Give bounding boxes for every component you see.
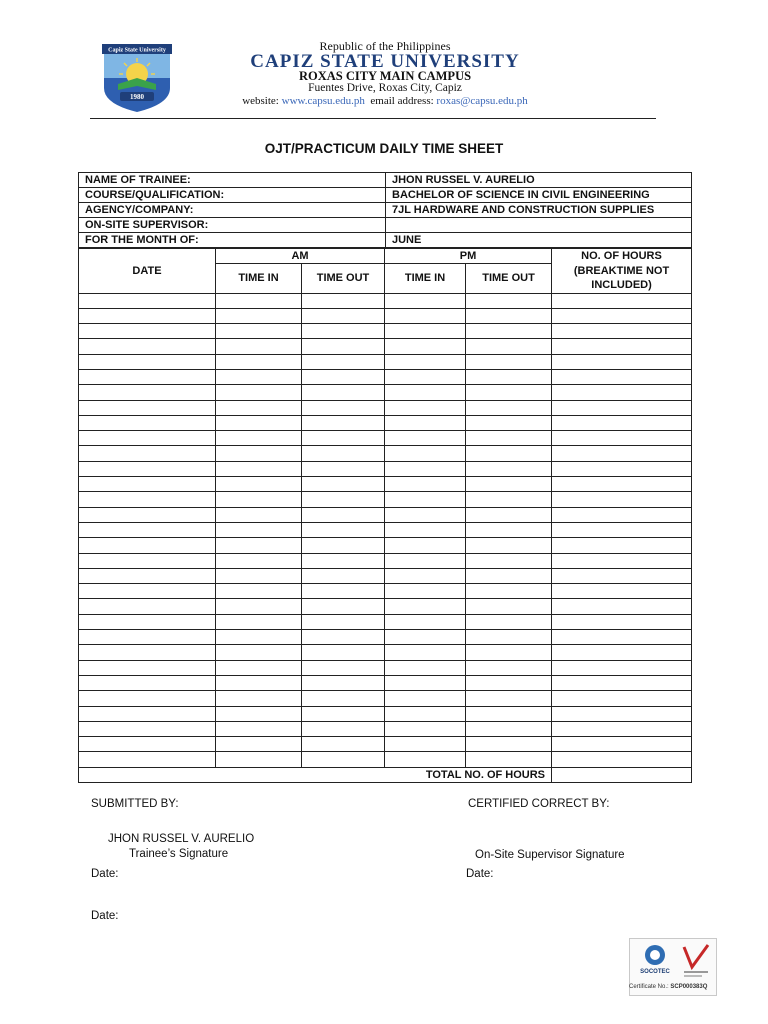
table-row — [79, 492, 692, 507]
info-value[interactable]: BACHELOR OF SCIENCE IN CIVIL ENGINEERING — [386, 188, 692, 203]
hours-cell[interactable] — [552, 538, 692, 553]
info-label: AGENCY/COMPANY: — [79, 203, 386, 218]
table-row — [79, 400, 692, 415]
info-value[interactable] — [386, 218, 692, 233]
am-time-out-cell[interactable] — [302, 553, 385, 568]
am-time-out-cell[interactable] — [302, 737, 385, 752]
am-time-out-cell[interactable] — [302, 568, 385, 583]
socotec-logo — [633, 941, 677, 981]
pm-time-in-cell[interactable] — [385, 645, 466, 660]
trainee-info-table — [78, 172, 692, 248]
hours-cell[interactable] — [552, 721, 692, 736]
table-row — [79, 446, 692, 461]
date-cell[interactable] — [79, 706, 216, 721]
hours-cell[interactable] — [552, 293, 692, 308]
table-row — [79, 354, 692, 369]
am-time-out-cell[interactable] — [302, 538, 385, 553]
table-row — [79, 614, 692, 629]
am-time-out-cell[interactable] — [302, 400, 385, 415]
hours-cell[interactable] — [552, 339, 692, 354]
jab-accreditation-logo — [680, 941, 712, 981]
am-time-out-cell[interactable] — [302, 752, 385, 767]
pm-time-in-cell[interactable] — [385, 461, 466, 476]
pm-time-in-cell[interactable] — [385, 614, 466, 629]
pm-time-out-cell[interactable] — [466, 507, 552, 522]
info-value[interactable]: JHON RUSSEL V. AURELIO — [386, 173, 692, 188]
am-time-out-cell[interactable] — [302, 614, 385, 629]
date-cell[interactable] — [79, 614, 216, 629]
pm-time-in-cell[interactable] — [385, 599, 466, 614]
pm-time-in-cell[interactable] — [385, 675, 466, 690]
date-cell[interactable] — [79, 385, 216, 400]
pm-time-in-cell[interactable] — [385, 308, 466, 323]
header-campus: ROXAS CITY MAIN CAMPUS — [298, 69, 472, 83]
am-time-out-cell[interactable] — [302, 446, 385, 461]
am-time-out-cell[interactable] — [302, 675, 385, 690]
pm-time-in-cell[interactable] — [385, 706, 466, 721]
date-cell[interactable] — [79, 492, 216, 507]
date-cell[interactable] — [79, 752, 216, 767]
pm-time-out-cell[interactable] — [466, 354, 552, 369]
date-cell[interactable] — [79, 538, 216, 553]
hours-cell[interactable] — [552, 324, 692, 339]
info-label: ON-SITE SUPERVISOR: — [79, 218, 386, 233]
pm-time-out-cell[interactable] — [466, 752, 552, 767]
certified-by-label: CERTIFIED CORRECT BY: — [468, 798, 610, 810]
pm-time-out-cell[interactable] — [466, 721, 552, 736]
email-label: email address: — [370, 95, 434, 107]
pm-time-out-cell[interactable] — [466, 339, 552, 354]
website-link[interactable]: www.capsu.edu.ph — [281, 95, 365, 107]
trainee-name: JHON RUSSEL V. AURELIO — [108, 833, 255, 845]
am-time-in-cell[interactable] — [216, 737, 302, 752]
pm-time-out-cell[interactable] — [466, 584, 552, 599]
info-row — [79, 218, 692, 233]
am-time-in-cell[interactable] — [216, 553, 302, 568]
hours-cell[interactable] — [552, 369, 692, 384]
table-row — [79, 706, 692, 721]
am-time-in-cell[interactable] — [216, 293, 302, 308]
document-title: OJT/PRACTICUM DAILY TIME SHEET — [264, 141, 504, 156]
total-row-spacer — [79, 767, 385, 782]
date-cell[interactable] — [79, 293, 216, 308]
am-column-header: AM — [216, 249, 385, 264]
email-link[interactable]: roxas@capsu.edu.ph — [436, 95, 528, 107]
hours-cell[interactable] — [552, 492, 692, 507]
pm-time-in-cell[interactable] — [385, 752, 466, 767]
am-time-out-cell[interactable] — [302, 369, 385, 384]
am-time-out-cell[interactable] — [302, 492, 385, 507]
hours-cell[interactable] — [552, 660, 692, 675]
am-time-in-cell[interactable] — [216, 492, 302, 507]
info-label: COURSE/QUALIFICATION: — [79, 188, 386, 203]
am-time-in-cell[interactable] — [216, 400, 302, 415]
am-time-in-cell[interactable] — [216, 568, 302, 583]
am-time-in-cell[interactable] — [216, 721, 302, 736]
am-time-out-cell[interactable] — [302, 507, 385, 522]
table-row — [79, 630, 692, 645]
info-label: NAME OF TRAINEE: — [79, 173, 386, 188]
pm-time-out-cell[interactable] — [466, 324, 552, 339]
pm-time-out-cell[interactable] — [466, 645, 552, 660]
header-address: Fuentes Drive, Roxas City, Capiz — [308, 82, 462, 94]
am-time-in-cell[interactable] — [216, 752, 302, 767]
info-row — [79, 233, 692, 248]
total-row — [79, 767, 692, 782]
pm-time-in-cell[interactable] — [385, 630, 466, 645]
am-time-in-cell[interactable] — [216, 415, 302, 430]
am-time-out-cell[interactable] — [302, 630, 385, 645]
pm-time-in-cell[interactable] — [385, 477, 466, 492]
am-time-in-cell[interactable] — [216, 660, 302, 675]
hours-cell[interactable] — [552, 446, 692, 461]
total-hours-label: TOTAL NO. OF HOURS — [385, 767, 552, 782]
date-cell[interactable] — [79, 599, 216, 614]
pm-time-out-cell[interactable] — [466, 675, 552, 690]
am-time-out-cell[interactable] — [302, 584, 385, 599]
am-time-out-cell[interactable] — [302, 324, 385, 339]
hours-cell[interactable] — [552, 568, 692, 583]
hours-cell[interactable] — [552, 354, 692, 369]
am-time-out-cell[interactable] — [302, 293, 385, 308]
pm-time-out-cell[interactable] — [466, 369, 552, 384]
pm-time-in-cell[interactable] — [385, 492, 466, 507]
am-time-in-cell[interactable] — [216, 522, 302, 537]
am-time-in-cell[interactable] — [216, 675, 302, 690]
date-cell[interactable] — [79, 339, 216, 354]
am-time-in-cell[interactable] — [216, 339, 302, 354]
hours-cell[interactable] — [552, 691, 692, 706]
date-cell[interactable] — [79, 431, 216, 446]
header-university-name: CAPIZ STATE UNIVERSITY — [250, 51, 520, 72]
pm-time-in-cell[interactable] — [385, 507, 466, 522]
am-time-in-cell[interactable] — [216, 630, 302, 645]
am-time-out-cell[interactable] — [302, 660, 385, 675]
second-date-label: Date: — [91, 910, 119, 922]
pm-time-out-cell[interactable] — [466, 660, 552, 675]
table-row — [79, 599, 692, 614]
date-column-header: DATE — [79, 249, 216, 294]
logo-text: Capiz State University — [108, 47, 166, 54]
table-row — [79, 538, 692, 553]
pm-time-in-cell[interactable] — [385, 324, 466, 339]
hours-cell[interactable] — [552, 477, 692, 492]
pm-time-out-cell[interactable] — [466, 614, 552, 629]
am-time-out-cell[interactable] — [302, 645, 385, 660]
supervisor-signature-label: On-Site Supervisor Signature — [475, 849, 625, 861]
am-time-in-cell[interactable] — [216, 691, 302, 706]
date-cell[interactable] — [79, 400, 216, 415]
date-cell[interactable] — [79, 522, 216, 537]
am-time-in-cell[interactable] — [216, 369, 302, 384]
hours-cell[interactable] — [552, 584, 692, 599]
table-row — [79, 645, 692, 660]
pm-time-out-cell[interactable] — [466, 400, 552, 415]
am-time-out-cell[interactable] — [302, 477, 385, 492]
pm-time-out-cell[interactable] — [466, 446, 552, 461]
am-time-out-cell[interactable] — [302, 706, 385, 721]
table-row — [79, 369, 692, 384]
supervisor-date-label: Date: — [466, 868, 494, 880]
hours-column-header: NO. OF HOURS (BREAKTIME NOT INCLUDED) — [552, 249, 692, 294]
am-time-out-header: TIME OUT — [302, 264, 385, 293]
pm-time-out-cell[interactable] — [466, 706, 552, 721]
table-row — [79, 293, 692, 308]
header-contact — [200, 95, 570, 107]
am-time-out-cell[interactable] — [302, 308, 385, 323]
date-cell[interactable] — [79, 461, 216, 476]
am-time-in-cell[interactable] — [216, 507, 302, 522]
table-row — [79, 568, 692, 583]
am-time-out-cell[interactable] — [302, 461, 385, 476]
hours-cell[interactable] — [552, 522, 692, 537]
date-cell[interactable] — [79, 721, 216, 736]
am-time-in-cell[interactable] — [216, 477, 302, 492]
date-cell[interactable] — [79, 446, 216, 461]
am-time-in-cell[interactable] — [216, 461, 302, 476]
am-time-in-cell[interactable] — [216, 584, 302, 599]
am-time-out-cell[interactable] — [302, 522, 385, 537]
table-row — [79, 522, 692, 537]
am-time-out-cell[interactable] — [302, 721, 385, 736]
am-time-in-cell[interactable] — [216, 385, 302, 400]
pm-time-in-cell[interactable] — [385, 721, 466, 736]
hours-cell[interactable] — [552, 507, 692, 522]
date-cell[interactable] — [79, 691, 216, 706]
hours-cell[interactable] — [552, 645, 692, 660]
pm-time-in-cell[interactable] — [385, 385, 466, 400]
hours-cell[interactable] — [552, 461, 692, 476]
hours-cell[interactable] — [552, 553, 692, 568]
am-time-out-cell[interactable] — [302, 431, 385, 446]
header-divider — [90, 118, 656, 119]
am-time-in-cell[interactable] — [216, 538, 302, 553]
table-row — [79, 415, 692, 430]
hours-cell[interactable] — [552, 599, 692, 614]
hours-cell[interactable] — [552, 385, 692, 400]
pm-column-header: PM — [385, 249, 552, 264]
pm-time-in-cell[interactable] — [385, 660, 466, 675]
hours-cell[interactable] — [552, 400, 692, 415]
pm-time-out-cell[interactable] — [466, 308, 552, 323]
hours-cell[interactable] — [552, 308, 692, 323]
pm-time-out-header: TIME OUT — [466, 264, 552, 293]
date-cell[interactable] — [79, 737, 216, 752]
am-time-in-header: TIME IN — [216, 264, 302, 293]
date-cell[interactable] — [79, 568, 216, 583]
time-sheet-table — [78, 248, 692, 783]
pm-time-out-cell[interactable] — [466, 553, 552, 568]
table-row — [79, 507, 692, 522]
pm-time-in-cell[interactable] — [385, 431, 466, 446]
am-time-in-cell[interactable] — [216, 599, 302, 614]
date-cell[interactable] — [79, 354, 216, 369]
pm-time-in-cell[interactable] — [385, 553, 466, 568]
date-cell[interactable] — [79, 584, 216, 599]
socotec-text: SOCOTEC — [640, 969, 670, 975]
trainee-signature-label: Trainee’s Signature — [129, 848, 229, 860]
pm-time-in-cell[interactable] — [385, 293, 466, 308]
am-time-in-cell[interactable] — [216, 446, 302, 461]
date-cell[interactable] — [79, 553, 216, 568]
logo-year: 1980 — [130, 93, 144, 101]
pm-time-in-cell[interactable] — [385, 339, 466, 354]
date-cell[interactable] — [79, 645, 216, 660]
date-cell[interactable] — [79, 369, 216, 384]
am-time-in-cell[interactable] — [216, 324, 302, 339]
hours-cell[interactable] — [552, 431, 692, 446]
date-cell[interactable] — [79, 660, 216, 675]
pm-time-out-cell[interactable] — [466, 385, 552, 400]
info-label: FOR THE MONTH OF: — [79, 233, 386, 248]
pm-time-in-cell[interactable] — [385, 369, 466, 384]
university-logo — [100, 40, 174, 114]
table-row — [79, 461, 692, 476]
pm-time-in-cell[interactable] — [385, 737, 466, 752]
pm-time-in-cell[interactable] — [385, 415, 466, 430]
table-row — [79, 339, 692, 354]
info-row — [79, 203, 692, 218]
am-time-out-cell[interactable] — [302, 691, 385, 706]
am-time-out-cell[interactable] — [302, 385, 385, 400]
pm-time-in-cell[interactable] — [385, 446, 466, 461]
table-row — [79, 477, 692, 492]
table-row — [79, 308, 692, 323]
date-cell[interactable] — [79, 477, 216, 492]
pm-time-out-cell[interactable] — [466, 415, 552, 430]
am-time-in-cell[interactable] — [216, 431, 302, 446]
am-time-in-cell[interactable] — [216, 614, 302, 629]
certificate-number: Certificate No.: SCP000383Q — [629, 984, 708, 990]
pm-time-out-cell[interactable] — [466, 293, 552, 308]
am-time-in-cell[interactable] — [216, 308, 302, 323]
pm-time-out-cell[interactable] — [466, 477, 552, 492]
pm-time-out-cell[interactable] — [466, 630, 552, 645]
date-cell[interactable] — [79, 630, 216, 645]
pm-time-in-cell[interactable] — [385, 691, 466, 706]
submitted-by-label: SUBMITTED BY: — [91, 798, 179, 810]
website-label: website: — [242, 95, 279, 107]
table-row — [79, 675, 692, 690]
pm-time-out-cell[interactable] — [466, 522, 552, 537]
am-time-out-cell[interactable] — [302, 599, 385, 614]
am-time-out-cell[interactable] — [302, 354, 385, 369]
am-time-out-cell[interactable] — [302, 339, 385, 354]
am-time-out-cell[interactable] — [302, 415, 385, 430]
pm-time-out-cell[interactable] — [466, 538, 552, 553]
hours-cell[interactable] — [552, 737, 692, 752]
hours-cell[interactable] — [552, 630, 692, 645]
table-row — [79, 431, 692, 446]
hours-cell[interactable] — [552, 706, 692, 721]
pm-time-out-cell[interactable] — [466, 492, 552, 507]
pm-time-out-cell[interactable] — [466, 568, 552, 583]
pm-time-in-cell[interactable] — [385, 354, 466, 369]
am-time-in-cell[interactable] — [216, 706, 302, 721]
info-row — [79, 173, 692, 188]
table-row — [79, 737, 692, 752]
hours-cell[interactable] — [552, 415, 692, 430]
am-time-in-cell[interactable] — [216, 645, 302, 660]
pm-time-in-cell[interactable] — [385, 538, 466, 553]
table-row — [79, 553, 692, 568]
pm-time-in-cell[interactable] — [385, 584, 466, 599]
pm-time-out-cell[interactable] — [466, 599, 552, 614]
pm-time-out-cell[interactable] — [466, 461, 552, 476]
pm-time-in-cell[interactable] — [385, 568, 466, 583]
info-value[interactable]: 7JL HARDWARE AND CONSTRUCTION SUPPLIES — [386, 203, 692, 218]
header-republic: Republic of the Philippines — [319, 39, 451, 53]
date-cell[interactable] — [79, 507, 216, 522]
hours-cell[interactable] — [552, 752, 692, 767]
pm-time-out-cell[interactable] — [466, 737, 552, 752]
table-row — [79, 691, 692, 706]
pm-time-in-cell[interactable] — [385, 522, 466, 537]
pm-time-out-cell[interactable] — [466, 691, 552, 706]
date-cell[interactable] — [79, 324, 216, 339]
table-row — [79, 660, 692, 675]
trainee-date-label: Date: — [91, 868, 119, 880]
table-row — [79, 324, 692, 339]
date-cell[interactable] — [79, 415, 216, 430]
hours-cell[interactable] — [552, 675, 692, 690]
am-time-in-cell[interactable] — [216, 354, 302, 369]
total-hours-cell[interactable] — [552, 767, 692, 782]
table-row — [79, 584, 692, 599]
pm-time-out-cell[interactable] — [466, 431, 552, 446]
pm-time-in-header: TIME IN — [385, 264, 466, 293]
info-value[interactable]: JUNE — [386, 233, 692, 248]
pm-time-in-cell[interactable] — [385, 400, 466, 415]
date-cell[interactable] — [79, 308, 216, 323]
table-row — [79, 385, 692, 400]
table-row — [79, 721, 692, 736]
table-row — [79, 752, 692, 767]
hours-cell[interactable] — [552, 614, 692, 629]
info-row — [79, 188, 692, 203]
date-cell[interactable] — [79, 675, 216, 690]
